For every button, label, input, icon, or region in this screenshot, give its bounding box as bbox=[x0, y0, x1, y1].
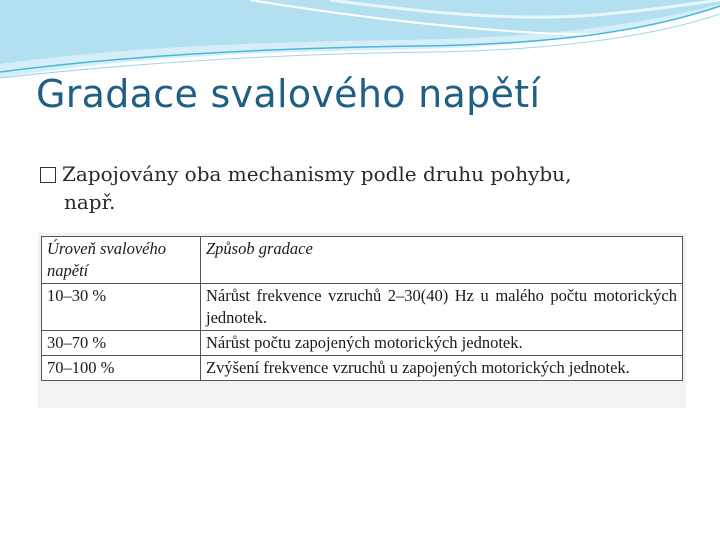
table-header-row bbox=[42, 237, 683, 284]
bullet-line-1: Zapojovány oba mechanismy podle druhu pohybu, bbox=[62, 162, 572, 186]
table-header-cell: Způsob gradace bbox=[201, 237, 683, 284]
table-row bbox=[42, 331, 683, 356]
table-row bbox=[42, 284, 683, 331]
gradation-table bbox=[41, 236, 683, 381]
table-cell-level: 30–70 % bbox=[42, 331, 201, 356]
bullet-text bbox=[40, 160, 690, 216]
table-cell-method: Zvýšení frekvence vzruchů u zapojených motorických jednotek. bbox=[201, 356, 683, 381]
table-cell-level: 10–30 % bbox=[42, 284, 201, 331]
table-cell-method: Nárůst frekvence vzruchů 2–30(40) Hz u malého počtu motorických jednotek. bbox=[201, 284, 683, 331]
bullet-line-2: např. bbox=[64, 190, 116, 214]
table-image bbox=[38, 233, 686, 408]
table-cell-level: 70–100 % bbox=[42, 356, 201, 381]
table-header-cell: Úroveň svalového napětí bbox=[42, 237, 201, 284]
slide-title: Gradace svalového napětí bbox=[36, 72, 541, 116]
bullet-icon bbox=[40, 167, 56, 183]
table-row bbox=[42, 356, 683, 381]
table-cell-method: Nárůst počtu zapojených motorických jednotek. bbox=[201, 331, 683, 356]
